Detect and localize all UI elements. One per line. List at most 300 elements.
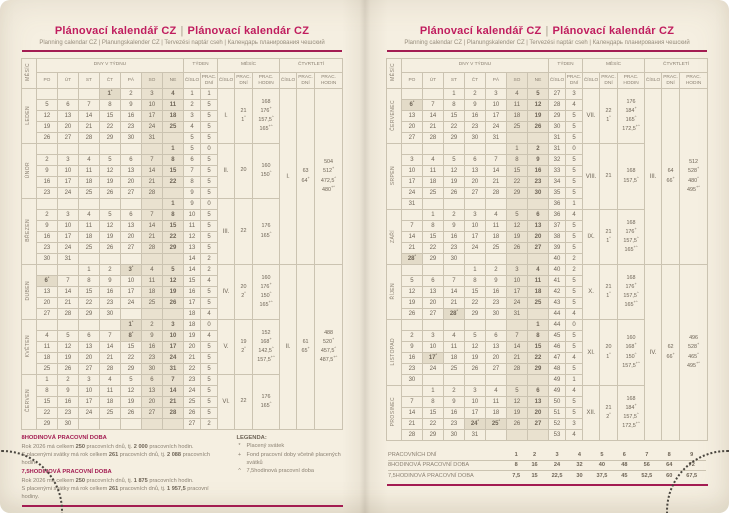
week-number: 27 [184, 419, 201, 430]
week-working-days: 2 [566, 265, 583, 276]
day-cell: 25 [443, 364, 464, 375]
month-working-hours: 176 165^ [253, 199, 280, 265]
day-cell: 18 [506, 111, 527, 122]
day-cell: 11 [443, 342, 464, 353]
week-row [386, 265, 707, 276]
note-8h-line1: Rok 2026 má celkem 250 pracovních dnů, tj. 2 000 pracovních hodin. [21, 443, 194, 450]
day-cell: 24 [57, 243, 78, 254]
day-cell: 22 [36, 408, 57, 419]
day-cell: 13 [78, 342, 99, 353]
week-number: 14 [184, 254, 201, 265]
day-cell: 28 [422, 133, 443, 144]
work-table-value: 45 [621, 472, 628, 479]
header-prac-hodin: PRAC. HODIN [253, 73, 280, 89]
work-table-row [388, 471, 706, 481]
week-working-days: 5 [566, 221, 583, 232]
day-cell: 10 [162, 331, 183, 342]
header-mesic: MĚSÍC [386, 59, 401, 89]
day-cell: 20 [527, 408, 548, 419]
header-day-1: ÚT [57, 73, 78, 89]
day-cell: 25 [506, 122, 527, 133]
day-cell: 23 [443, 243, 464, 254]
day-cell: 15 [162, 166, 183, 177]
header-prac-hodin: PRAC. HODIN [618, 73, 645, 89]
week-working-days: 5 [566, 133, 583, 144]
week-working-days: 5 [201, 364, 218, 375]
week-number: 40 [549, 265, 566, 276]
day-cell: 24 [401, 188, 422, 199]
day-cell: 11 [36, 342, 57, 353]
month-working-hours: 160 150^ [253, 144, 280, 199]
work-table-value: 37,5 [596, 472, 608, 479]
day-cell: 24* [464, 419, 485, 430]
day-cell: 2 [57, 375, 78, 386]
day-cell: 7 [485, 155, 506, 166]
month-working-hours: 176 165^ [253, 375, 280, 430]
page-subtitle: Planning calendar CZ | Planungskalender CZ | Tervezési naptár cseh | Календарь планирования чешский [39, 40, 325, 46]
day-cell: 28 [141, 188, 162, 199]
week-number: 41 [549, 276, 566, 287]
day-cell: 17 [162, 342, 183, 353]
day-cell [506, 375, 527, 386]
day-cell: 29 [506, 188, 527, 199]
day-cell: 23 [141, 353, 162, 364]
week-number: 39 [549, 243, 566, 254]
day-cell: 8 [464, 276, 485, 287]
day-cell [527, 430, 548, 441]
day-cell: 5 [527, 89, 548, 100]
day-cell [99, 144, 120, 155]
week-working-days: 5 [201, 408, 218, 419]
day-cell: 9 [443, 397, 464, 408]
day-cell: 28 [485, 188, 506, 199]
day-cell: 26 [120, 408, 141, 419]
week-number: 13 [184, 243, 201, 254]
day-cell: 29 [162, 243, 183, 254]
work-table-value: 56 [633, 460, 662, 471]
week-working-days: 5 [566, 155, 583, 166]
header-prac-hodin: PRAC. HODIN [680, 73, 708, 89]
header-cislo: ČÍSLO [549, 73, 566, 89]
header-cislo: ČÍSLO [218, 73, 235, 89]
week-working-days: 5 [201, 166, 218, 177]
week-working-days: 5 [201, 397, 218, 408]
week-working-days: 5 [566, 331, 583, 342]
day-cell: 13 [485, 342, 506, 353]
day-cell: 10 [506, 276, 527, 287]
day-cell: 21 [162, 397, 183, 408]
day-cell: 27 [141, 408, 162, 419]
day-cell: 14 [422, 111, 443, 122]
day-cell [422, 144, 443, 155]
day-cell: 12 [401, 287, 422, 298]
month-numeral: XII. [583, 386, 600, 441]
work-table-row [388, 460, 706, 471]
day-cell: 13 [120, 221, 141, 232]
day-cell: 6 [57, 100, 78, 111]
week-working-days: 3 [566, 419, 583, 430]
work-table-value: 8 [506, 460, 526, 471]
day-cell: 4 [506, 89, 527, 100]
header-cislo: ČÍSLO [280, 73, 297, 89]
header-mesic-group: MĚSÍC [218, 59, 280, 73]
legend-title: LEGENDA: [236, 435, 267, 441]
day-cell: 18 [422, 177, 443, 188]
day-cell [57, 265, 78, 276]
month-name: BŘEZEN [21, 199, 36, 265]
month-name: ČERVENEC [386, 89, 401, 144]
day-cell [78, 320, 99, 331]
week-working-days: 1 [201, 89, 218, 100]
day-cell: 13 [120, 166, 141, 177]
day-cell [162, 254, 183, 265]
month-name: SRPEN [386, 144, 401, 210]
week-number: 2 [184, 100, 201, 111]
day-cell: 31 [57, 254, 78, 265]
week-working-days: 5 [566, 243, 583, 254]
day-cell: 26 [527, 122, 548, 133]
day-cell: 26 [401, 309, 422, 320]
header-day-5: SO [141, 73, 162, 89]
day-cell: 27 [57, 133, 78, 144]
day-cell: 3 [141, 89, 162, 100]
quarter-working-days: 64 66+ [662, 89, 680, 265]
day-cell [162, 419, 183, 430]
day-cell: 17 [464, 232, 485, 243]
header-day-1: ÚT [422, 73, 443, 89]
legend [237, 434, 343, 502]
day-cell: 21 [141, 177, 162, 188]
day-cell: 5 [506, 210, 527, 221]
day-cell: 12 [506, 397, 527, 408]
day-cell: 19 [36, 122, 57, 133]
day-cell [141, 419, 162, 430]
week-number: 7 [184, 166, 201, 177]
day-cell: 22 [506, 177, 527, 188]
working-days-table [388, 441, 706, 481]
quarter-numeral: I. [280, 89, 297, 265]
month-numeral: X. [583, 265, 600, 320]
day-cell: 18 [141, 287, 162, 298]
day-cell: 19 [120, 397, 141, 408]
month-numeral: VIII. [583, 144, 600, 210]
week-working-days: 5 [201, 386, 218, 397]
day-cell: 6 [485, 331, 506, 342]
day-cell: 7 [401, 397, 422, 408]
day-cell: 9 [120, 100, 141, 111]
day-cell: 4 [422, 155, 443, 166]
day-cell: 27 [36, 309, 57, 320]
day-cell: 4 [78, 155, 99, 166]
day-cell: 15 [464, 287, 485, 298]
day-cell: 16 [527, 166, 548, 177]
week-number: 9 [184, 188, 201, 199]
day-cell: 10 [57, 166, 78, 177]
week-working-days: 5 [566, 188, 583, 199]
week-number: 4 [184, 122, 201, 133]
day-cell: 30 [99, 309, 120, 320]
day-cell: 27 [527, 419, 548, 430]
day-cell: 10 [422, 342, 443, 353]
day-cell: 10 [120, 276, 141, 287]
month-name: LISTOPAD [386, 320, 401, 386]
day-cell: 1 [527, 320, 548, 331]
day-cell: 5 [99, 155, 120, 166]
day-cell: 26 [162, 298, 183, 309]
footer-rule [387, 484, 708, 486]
day-cell: 28* [443, 309, 464, 320]
quarter-numeral: III. [645, 89, 662, 265]
day-cell: 5 [464, 331, 485, 342]
day-cell: 9 [527, 155, 548, 166]
week-number: 8 [184, 177, 201, 188]
week-working-days: 4 [201, 276, 218, 287]
day-cell: 8* [120, 331, 141, 342]
month-working-days: 21 2* [600, 386, 618, 441]
day-cell: 15 [422, 408, 443, 419]
day-cell: 15 [78, 287, 99, 298]
week-working-days: 5 [566, 287, 583, 298]
day-cell: 14 [401, 408, 422, 419]
month-working-hours: 152 168+ 142,5^ 157,5+^ [253, 320, 280, 375]
day-cell: 30 [36, 254, 57, 265]
week-working-days: 0 [201, 199, 218, 210]
week-number: 53 [549, 430, 566, 441]
page-right [365, 0, 729, 513]
day-cell: 11 [422, 166, 443, 177]
day-cell: 2 [36, 210, 57, 221]
day-cell: 5 [162, 265, 183, 276]
week-row [21, 89, 342, 100]
day-cell: 20 [141, 397, 162, 408]
day-cell [162, 133, 183, 144]
week-row [21, 265, 342, 276]
day-cell: 3 [464, 210, 485, 221]
day-cell: 28* [401, 254, 422, 265]
week-number: 9 [184, 199, 201, 210]
work-table-value: 60 [666, 472, 673, 479]
day-cell: 30 [464, 133, 485, 144]
week-working-days: 4 [201, 309, 218, 320]
day-cell: 12 [99, 221, 120, 232]
day-cell [141, 309, 162, 320]
day-cell: 1 [443, 89, 464, 100]
week-working-days: 5 [201, 111, 218, 122]
day-cell [57, 89, 78, 100]
day-cell: 2 [443, 386, 464, 397]
week-working-days: 5 [201, 188, 218, 199]
day-cell [485, 430, 506, 441]
day-cell: 21 [506, 353, 527, 364]
day-cell: 21 [401, 243, 422, 254]
day-cell: 9 [141, 331, 162, 342]
week-number: 52 [549, 419, 566, 430]
day-cell: 24 [141, 122, 162, 133]
day-cell: 23 [485, 298, 506, 309]
week-working-days: 5 [566, 122, 583, 133]
day-cell: 10 [401, 166, 422, 177]
day-cell: 12 [99, 166, 120, 177]
day-cell: 17 [57, 177, 78, 188]
week-working-days: 5 [201, 210, 218, 221]
day-cell: 23 [57, 408, 78, 419]
day-cell: 12 [36, 111, 57, 122]
day-cell: 4 [485, 386, 506, 397]
month-working-days: 21 [600, 144, 618, 210]
day-cell [401, 144, 422, 155]
day-cell: 24 [485, 122, 506, 133]
footer-rule [22, 505, 343, 507]
quarter-working-days: 62 66+ [662, 265, 680, 441]
day-cell: 15 [527, 342, 548, 353]
day-cell [527, 254, 548, 265]
day-cell: 16 [443, 232, 464, 243]
week-number: 11 [184, 221, 201, 232]
day-cell: 22 [443, 122, 464, 133]
day-cell: 6 [464, 155, 485, 166]
day-cell: 19 [506, 232, 527, 243]
day-cell: 18 [485, 232, 506, 243]
day-cell: 25* [485, 419, 506, 430]
day-cell: 21 [141, 232, 162, 243]
day-cell [485, 254, 506, 265]
week-number: 24 [184, 386, 201, 397]
day-cell: 27 [422, 309, 443, 320]
day-cell: 30 [485, 309, 506, 320]
day-cell: 9 [57, 386, 78, 397]
day-cell [464, 254, 485, 265]
week-number: 31 [549, 133, 566, 144]
day-cell: 17 [120, 287, 141, 298]
week-working-days: 5 [566, 342, 583, 353]
day-cell: 31 [162, 364, 183, 375]
day-cell: 26 [36, 133, 57, 144]
day-cell: 7 [99, 331, 120, 342]
quarter-working-hours: 504 512+ 472,5^ 480+^ [315, 89, 343, 265]
month-working-days: 20 1* [600, 320, 618, 386]
day-cell [78, 419, 99, 430]
day-cell [401, 89, 422, 100]
work-table-value: 7 [633, 450, 662, 460]
week-number: 10 [184, 210, 201, 221]
week-working-days: 5 [566, 364, 583, 375]
month-numeral: IX. [583, 210, 600, 265]
day-cell: 26 [443, 188, 464, 199]
day-cell: 8 [527, 331, 548, 342]
day-cell: 18 [78, 177, 99, 188]
day-cell [527, 309, 548, 320]
page-title-primary: Plánovací kalendář CZ [54, 25, 177, 37]
day-cell: 20 [527, 232, 548, 243]
month-working-days: 20 [235, 144, 253, 199]
day-cell [401, 210, 422, 221]
day-cell: 3 [422, 331, 443, 342]
month-working-days: 21 1* [600, 210, 618, 265]
day-cell [36, 265, 57, 276]
month-name: ČERVEN [21, 375, 36, 430]
day-cell: 18 [485, 408, 506, 419]
week-number: 38 [549, 232, 566, 243]
quarter-working-hours: 488 520+ 457,5^ 487,5+^ [315, 265, 343, 430]
week-working-days: 0 [201, 144, 218, 155]
day-cell: 17 [506, 287, 527, 298]
day-cell: 8 [78, 276, 99, 287]
day-cell: 12 [57, 342, 78, 353]
quarter-working-days: 61 65+ [297, 265, 315, 430]
header-cislo: ČÍSLO [184, 73, 201, 89]
day-cell [464, 375, 485, 386]
title-separator: | [180, 25, 184, 37]
week-number: 49 [549, 375, 566, 386]
day-cell [422, 89, 443, 100]
day-cell: 30 [443, 430, 464, 441]
work-table-value: 8 [661, 450, 677, 460]
day-cell: 12 [506, 221, 527, 232]
week-number: 46 [549, 342, 566, 353]
day-cell: 24 [162, 353, 183, 364]
week-number: 27 [549, 89, 566, 100]
day-cell: 3 [78, 375, 99, 386]
work-table-value: 1 [506, 450, 526, 460]
day-cell [141, 199, 162, 210]
working-days-hours-table [388, 450, 706, 481]
day-cell: 19 [506, 408, 527, 419]
page-subtitle: Planning calendar CZ | Planungskalender CZ | Tervezési naptár cseh | Календарь планирования чешский [404, 40, 690, 46]
day-cell: 11 [485, 397, 506, 408]
day-cell: 17 [57, 232, 78, 243]
day-cell: 20 [57, 122, 78, 133]
day-cell: 29 [527, 364, 548, 375]
week-working-days: 1 [566, 375, 583, 386]
day-cell: 2 [464, 89, 485, 100]
day-cell: 6 [527, 210, 548, 221]
day-cell: 1* [120, 320, 141, 331]
day-cell: 14 [485, 166, 506, 177]
day-cell: 21 [401, 419, 422, 430]
week-number: 5 [184, 144, 201, 155]
day-cell: 15 [99, 111, 120, 122]
day-cell: 22 [99, 122, 120, 133]
day-cell: 27 [120, 188, 141, 199]
day-cell: 28 [57, 309, 78, 320]
legend-item: + Fond pracovní doby včetně placených svátků [237, 451, 341, 466]
legend-item: ^ 7,5hodinová pracovní doba [238, 467, 314, 474]
month-numeral: III. [218, 199, 235, 265]
week-working-days: 5 [201, 298, 218, 309]
work-table-value: 24 [543, 460, 572, 471]
week-working-days: 5 [566, 177, 583, 188]
day-cell: 1 [162, 199, 183, 210]
day-cell: 24 [506, 298, 527, 309]
day-cell: 25 [36, 364, 57, 375]
day-cell [401, 386, 422, 397]
week-number: 14 [184, 265, 201, 276]
title-rule [387, 50, 707, 52]
week-number: 31 [549, 144, 566, 155]
day-cell: 13 [57, 111, 78, 122]
day-cell: 3 [506, 265, 527, 276]
week-number: 3 [184, 111, 201, 122]
day-cell: 29 [120, 364, 141, 375]
header-day-6: NE [162, 73, 183, 89]
day-cell: 3 [485, 89, 506, 100]
day-cell: 27 [78, 364, 99, 375]
day-cell: 9 [36, 166, 57, 177]
day-cell: 21 [99, 353, 120, 364]
day-cell: 8 [99, 100, 120, 111]
day-cell: 28 [162, 408, 183, 419]
day-cell: 27 [485, 364, 506, 375]
